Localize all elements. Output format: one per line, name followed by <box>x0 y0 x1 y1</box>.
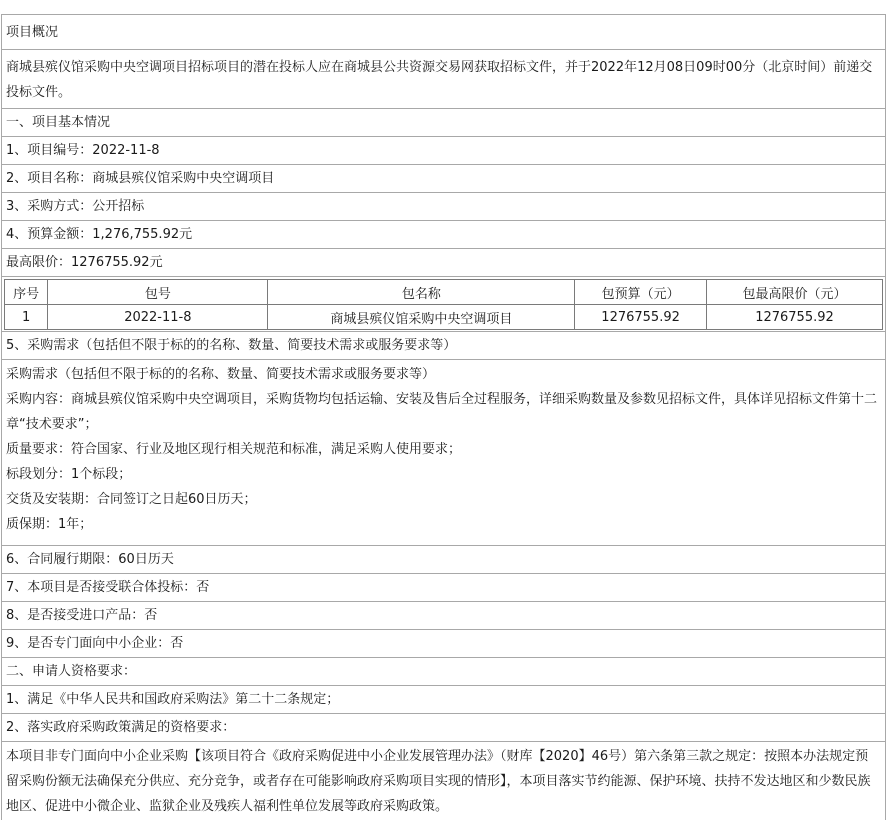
procurement-demand-details <box>2 360 885 546</box>
package-table-header <box>5 280 883 305</box>
demand-line: 交货及安装期：合同签订之日起60日历天； <box>6 492 257 507</box>
qualification-req-2: 2、落实政府采购政策满足的资格要求： <box>2 714 885 742</box>
header-package-name: 包名称 <box>268 280 575 305</box>
demand-line: 质保期：1年； <box>6 517 93 532</box>
cell-index: 1 <box>5 305 48 330</box>
demand-line: 采购需求（包括但不限于标的的名称、数量、简要技术需求或服务要求等） <box>6 367 436 382</box>
demand-line: 标段划分：1个标段； <box>6 467 132 482</box>
announcement-document <box>1 14 886 820</box>
cell-package-max-price: 1276755.92 <box>706 305 882 330</box>
table-row <box>5 305 883 330</box>
demand-line: 质量要求：符合国家、行业及地区现行相关规范和标准，满足采购人使用要求； <box>6 442 462 457</box>
procurement-method: 3、采购方式：公开招标 <box>2 193 885 221</box>
import-products: 8、是否接受进口产品：否 <box>2 602 885 630</box>
header-package-number: 包号 <box>48 280 268 305</box>
package-table-container <box>2 277 885 332</box>
section-qualification-heading: 二、申请人资格要求： <box>2 658 885 686</box>
section-basic-info-heading: 一、项目基本情况 <box>2 109 885 137</box>
project-number: 1、项目编号：2022-11-8 <box>2 137 885 165</box>
demand-line: 采购内容：商城县殡仪馆采购中央空调项目，采购货物均包括运输、安装及售后全过程服务，详细采购数量及参数见招标文件，具体详见招标文件第十二章“技术要求”； <box>6 392 878 432</box>
contract-period: 6、合同履行期限：60日历天 <box>2 546 885 574</box>
policy-text: 本项目非专门面向中小企业采购【该项目符合《政府采购促进中小企业发展管理办法》（财库【2020】46号）第六条第三款之规定：按照本办法规定预留采购份额无法确保充分供应、充分竞争，或者存在可能影响政府采购项目实现的情形】，本项目落实节约能源、保护环境、扶持不发达地区和少数民族地区、促进中小微企业、监狱企业及残疾人福利性单位发展等政府采购政策。 <box>6 749 871 814</box>
budget-amount: 4、预算金额：1,276,755.92元 <box>2 221 885 249</box>
project-name: 2、项目名称：商城县殡仪馆采购中央空调项目 <box>2 165 885 193</box>
package-table <box>4 279 883 330</box>
header-package-max-price: 包最高限价（元） <box>706 280 882 305</box>
consortium-bid: 7、本项目是否接受联合体投标：否 <box>2 574 885 602</box>
overview-text: 商城县殡仪馆采购中央空调项目招标项目的潜在投标人应在商城县公共资源交易网获取招标文件，并于2022年12月08日09时00分（北京时间）前递交投标文件。 <box>2 50 885 109</box>
cell-package-number: 2022-11-8 <box>48 305 268 330</box>
procurement-demand-heading: 5、采购需求（包括但不限于标的的名称、数量、简要技术需求或服务要求等） <box>2 332 885 360</box>
max-price: 最高限价：1276755.92元 <box>2 249 885 277</box>
sme-only: 9、是否专门面向中小企业：否 <box>2 630 885 658</box>
header-package-budget: 包预算（元） <box>575 280 707 305</box>
cell-package-budget: 1276755.92 <box>575 305 707 330</box>
qualification-req-1: 1、满足《中华人民共和国政府采购法》第二十二条规定； <box>2 686 885 714</box>
cell-package-name: 商城县殡仪馆采购中央空调项目 <box>268 305 575 330</box>
header-index: 序号 <box>5 280 48 305</box>
overview-heading: 项目概况 <box>2 15 885 50</box>
